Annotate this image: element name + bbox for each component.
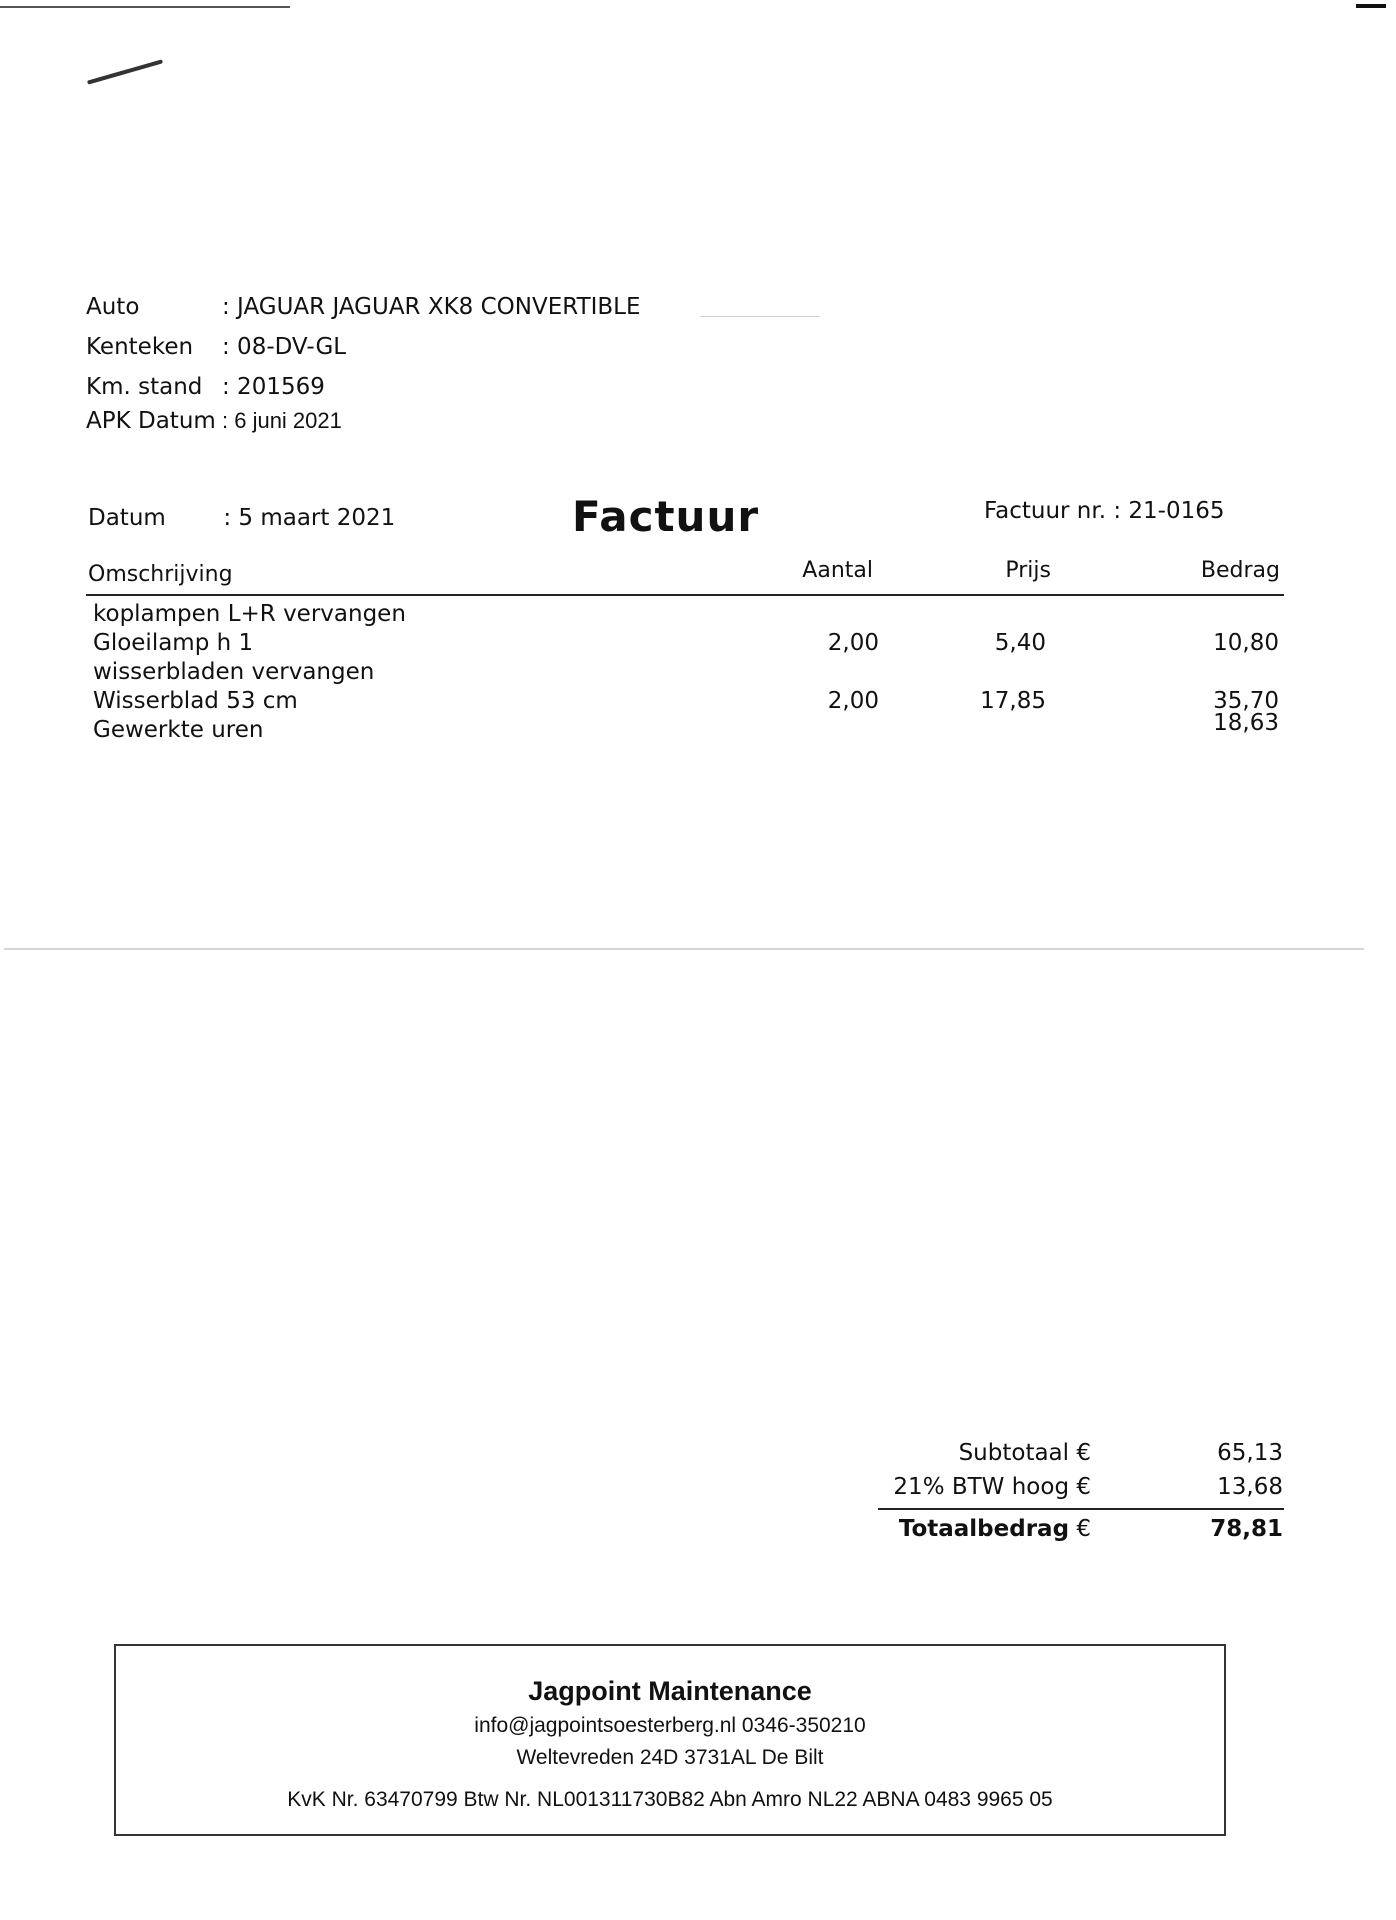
invoice-date <box>88 505 395 531</box>
vehicle-row-km <box>86 374 325 400</box>
row-amount: 35,70 <box>1213 688 1279 714</box>
subtotal-label: Subtotaal € <box>958 1440 1091 1466</box>
subtotal-value: 65,13 <box>1217 1440 1283 1466</box>
row-description: Wisserblad 53 cm <box>93 688 298 714</box>
column-header-amount: Bedrag <box>1200 558 1280 583</box>
vehicle-row-apk <box>86 408 342 434</box>
page-title: Factuur <box>572 492 760 541</box>
vehicle-row-auto <box>86 294 641 320</box>
total-value: 78,81 <box>1210 1516 1283 1542</box>
pen-mark <box>87 59 163 84</box>
kenteken-label: Kenteken <box>86 334 194 360</box>
column-header-price: Prijs <box>1005 558 1051 583</box>
company-footer <box>114 1644 1226 1836</box>
column-header-quantity: Aantal <box>802 558 873 583</box>
apk-value: : 6 juni 2021 <box>222 408 342 433</box>
row-quantity: 2,00 <box>827 630 879 656</box>
km-value: : 201569 <box>222 374 325 400</box>
row-description: wisserbladen vervangen <box>93 659 375 685</box>
datum-value: : 5 maart 2021 <box>223 505 396 531</box>
auto-value: : JAGUAR JAGUAR XK8 CONVERTIBLE <box>222 294 641 320</box>
row-price: 17,85 <box>980 688 1046 714</box>
total-label <box>899 1516 1091 1542</box>
invoice-number-value: : 21-0165 <box>1113 498 1225 524</box>
table-row <box>0 688 1396 718</box>
total-label-text: Totaalbedrag <box>898 1516 1070 1542</box>
total-row <box>0 1516 1396 1548</box>
table-header-divider <box>86 594 1284 596</box>
vat-row <box>0 1474 1396 1506</box>
row-quantity: 2,00 <box>827 688 879 714</box>
table-row <box>0 630 1396 660</box>
column-header-description: Omschrijving <box>88 562 233 587</box>
company-registration: KvK Nr. 63470799 Btw Nr. NL001311730B82 Abn Amro NL22 ABNA 0483 9965 05 <box>287 1788 1053 1811</box>
totals-divider <box>878 1508 1284 1510</box>
auto-label: Auto <box>86 294 140 320</box>
invoice-number <box>984 498 1225 524</box>
row-description: Gewerkte uren <box>93 717 264 743</box>
table-row <box>0 710 1396 747</box>
vehicle-row-kenteken <box>86 334 346 360</box>
company-address: Weltevreden 24D 3731AL De Bilt <box>516 1746 824 1769</box>
table-row <box>0 659 1396 689</box>
row-price: 5,40 <box>994 630 1046 656</box>
paper-fold-line <box>4 948 1364 950</box>
faint-line <box>700 316 820 317</box>
total-currency: € <box>1076 1516 1091 1542</box>
row-description: Gloeilamp h 1 <box>93 630 254 656</box>
invoice-number-label: Factuur nr. <box>984 498 1107 524</box>
apk-label: APK Datum <box>86 408 216 434</box>
vat-value: 13,68 <box>1217 1474 1283 1500</box>
row-amount: 10,80 <box>1213 630 1279 656</box>
subtotal-row <box>0 1440 1396 1472</box>
km-label: Km. stand <box>86 374 203 400</box>
row-description: koplampen L+R vervangen <box>93 601 406 627</box>
vat-label: 21% BTW hoog € <box>893 1474 1091 1500</box>
company-name: Jagpoint Maintenance <box>528 1676 812 1706</box>
datum-label: Datum <box>88 505 166 531</box>
row-amount: 18,63 <box>1213 710 1279 736</box>
table-row <box>0 601 1396 631</box>
scan-corner-mark <box>1356 4 1386 8</box>
scan-edge-line <box>0 6 290 8</box>
company-contact: info@jagpointsoesterberg.nl 0346-350210 <box>474 1714 866 1737</box>
kenteken-value: : 08-DV-GL <box>222 334 347 360</box>
